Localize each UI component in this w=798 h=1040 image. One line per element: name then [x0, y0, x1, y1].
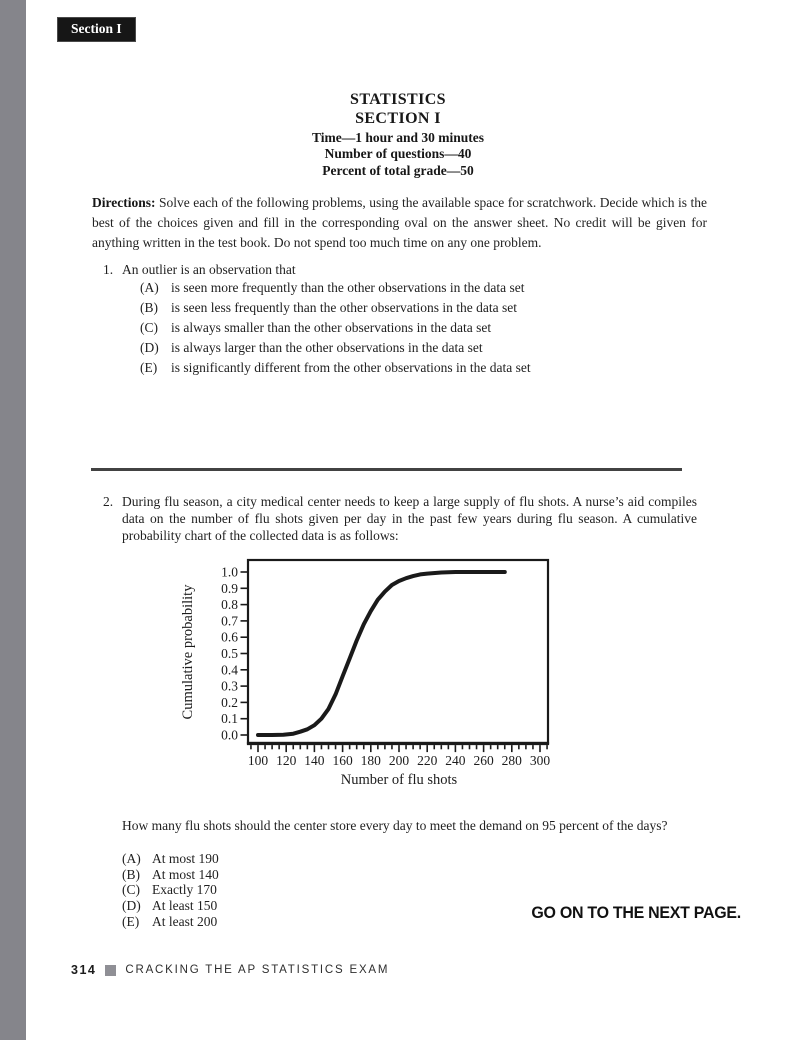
- x-tick-label: 120: [276, 753, 297, 768]
- x-tick-label: 300: [529, 753, 551, 768]
- choice-label: (B): [140, 300, 158, 315]
- y-tick-label: 0.6: [221, 629, 238, 645]
- page-left-edge-strip: [0, 0, 26, 1040]
- x-tick-label: 240: [445, 753, 466, 768]
- x-tick-label: 180: [360, 753, 381, 768]
- x-tick-label: 260: [473, 753, 494, 768]
- choice-text: At least 200: [152, 913, 218, 929]
- choice-label: (D): [122, 898, 141, 914]
- exam-header: [92, 91, 704, 179]
- book-title: CRACKING THE AP STATISTICS EXAM: [125, 964, 390, 976]
- choice-row: [122, 867, 219, 883]
- square-bullet-icon: [105, 965, 116, 976]
- question-1-text: An outlier is an observation that: [122, 262, 296, 277]
- go-on-notice: GO ON TO THE NEXT PAGE.: [531, 903, 741, 922]
- directions-paragraph: [92, 193, 707, 252]
- question-divider-rule: [91, 468, 682, 471]
- x-tick-label: 200: [388, 753, 410, 768]
- exam-section-title: SECTION I: [355, 110, 441, 128]
- y-tick-label: 0.5: [221, 646, 238, 661]
- directions-label: Directions:: [92, 195, 156, 210]
- choice-label: (B): [122, 866, 140, 882]
- choice-label: (C): [122, 882, 140, 898]
- y-tick-label: 0.3: [221, 678, 238, 694]
- plot-frame: [248, 560, 548, 743]
- x-tick-label: 160: [332, 753, 353, 768]
- choice-row: [140, 340, 663, 360]
- choice-row: [122, 914, 219, 930]
- question-2-text: During flu season, a city medical center needs to keep a large supply of flu shots. A nurse’s aid compiles data on the number of flu shots given per day in the past few years during flu season. A cumulative probability chart of the collected data is as follows:: [122, 494, 697, 543]
- choice-row: [122, 882, 219, 898]
- x-tick-label: 100: [247, 753, 269, 768]
- exam-question-count-line: Number of questions—40: [324, 146, 472, 162]
- x-tick-label: 220: [417, 753, 438, 768]
- choice-label: (A): [122, 851, 141, 866]
- question-2: [103, 494, 697, 545]
- exam-time-line: Time—1 hour and 30 minutes: [311, 129, 485, 145]
- choice-row: [140, 360, 663, 380]
- y-tick-label: 0.8: [221, 597, 238, 613]
- choice-text: is always smaller than the other observations in the data set: [171, 320, 492, 335]
- y-tick-label: 0.4: [221, 662, 238, 678]
- y-axis-title: Cumulative probability: [180, 584, 196, 720]
- choice-row: [140, 300, 663, 320]
- x-axis-title: Number of flu shots: [340, 772, 458, 788]
- y-tick-label: 0.9: [221, 580, 238, 596]
- flu-chart-svg: [170, 552, 590, 792]
- page-number: 314: [71, 963, 97, 977]
- question-1-choices: [140, 280, 663, 380]
- choice-row: [140, 320, 663, 340]
- question-2-followup: How many flu shots should the center store every day to meet the demand on 95 percent of the days?: [122, 818, 668, 833]
- exam-title: STATISTICS: [350, 91, 446, 108]
- choice-row: [140, 280, 663, 300]
- page-footer: [71, 963, 389, 977]
- question-2-number: 2.: [103, 494, 114, 509]
- choice-text: Exactly 170: [152, 882, 217, 898]
- choice-label: (E): [122, 913, 140, 929]
- choice-text: is seen less frequently than the other observations in the data set: [171, 300, 518, 315]
- cumulative-curve: [258, 572, 505, 735]
- y-tick-label: 0.7: [221, 613, 238, 629]
- choice-row: [122, 851, 219, 867]
- choice-text: is always larger than the other observations in the data set: [171, 340, 483, 355]
- cumulative-probability-chart: [170, 552, 590, 792]
- choice-text: is seen more frequently than the other observations in the data set: [171, 280, 525, 295]
- section-tab-label: Section I: [71, 21, 122, 36]
- choice-label: (E): [140, 360, 158, 375]
- directions-text: Solve each of the following problems, using the available space for scratchwork. Decide which is the best of the choices given and fill in the corresponding oval on the answer sheet. No credit will be given for anything written in the test book. Do not spend too much time on any one problem.: [92, 195, 707, 250]
- y-tick-label: 0.0: [221, 727, 238, 743]
- choice-label: (A): [140, 280, 159, 295]
- x-tick-label: 280: [501, 753, 522, 768]
- question-1: [103, 262, 663, 380]
- question-2-choices: [122, 851, 219, 929]
- choice-label: (C): [140, 320, 158, 335]
- choice-label: (D): [140, 340, 159, 355]
- y-tick-label: 1.0: [221, 564, 238, 580]
- section-tab: [57, 17, 136, 42]
- x-tick-label: 140: [304, 753, 325, 768]
- choice-row: [122, 898, 219, 914]
- choice-text: At least 150: [152, 898, 218, 914]
- choice-text: At most 140: [152, 866, 219, 882]
- y-tick-label: 0.2: [221, 694, 238, 710]
- exam-grade-line: Percent of total grade—50: [322, 162, 474, 178]
- choice-text: At most 190: [152, 851, 219, 866]
- question-1-number: 1.: [103, 262, 114, 277]
- y-tick-label: 0.1: [221, 711, 238, 727]
- choice-text: is significantly different from the other observations in the data set: [171, 360, 531, 375]
